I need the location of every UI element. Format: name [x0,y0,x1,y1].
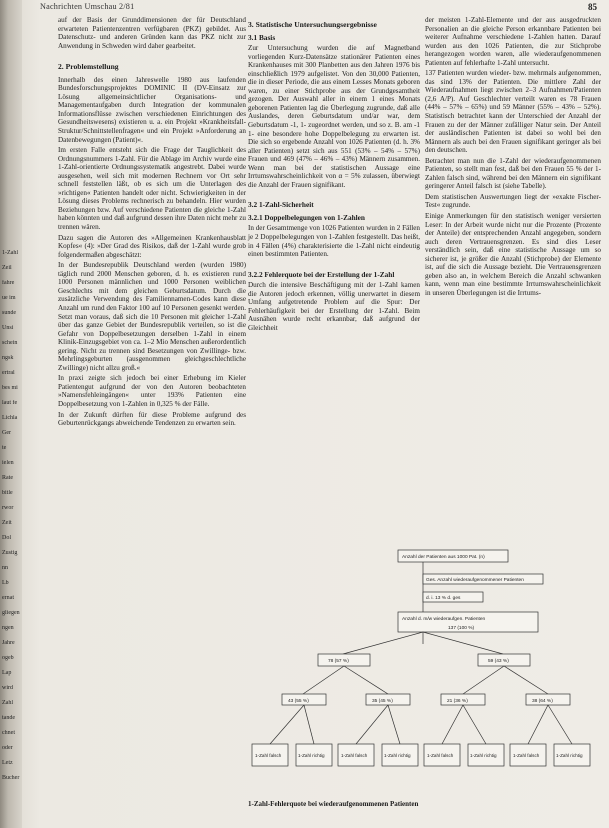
column-1 [58,16,246,430]
margin-fragment: ngsk [2,355,14,361]
subheading-sicherheit: 3.2 1-Zahl-Sicherheit [248,200,314,210]
paragraph: Zur Untersuchung wurden die auf Magnetband vorliegenden Kurz-Datensätze stationärer Patienten eines Krankenhauses mit 300 Planbetten aus den Jahren 1976 bis einschließlich 1979 aufgelistet. Von den 30,000 Patienten, die in dieser Periode, die aus einem Lesses Monats geboren waren, zu einer Stichprobe aus der Grundgesamtheit gezogen. Der Auswahl aller in einem 1 eines Monats geborenen Patienten lag die Überlegung zugrunde, daß alle Auslandes, deren Geburtsdatum und/ar war, dem Geburtsdatum -1, 1- zugeordnet werden, und so z. B. am -1 1- eine besondere hohe Doppelbelegung zu erwarten ist. Die sich so ergebende Anzahl von 1026 Patienten (d. h. 3% aller Patienten) setzt sich aus 551 (53% – 54% – 57%) Frauen und 469 (47% – 46% – 43%) Männern zusammen. Wenn man bei der statistischen Aussage eine Irrtumswahrscheinlichkeit von α = 5% zulassen, überwiegt die Anzahl der Frauen signifikant. [248,44,420,189]
page-number: 85 [588,2,597,12]
margin-fragment: 1-Zahl [2,250,18,256]
paragraph: 137 Patienten wurden wieder- bzw. mehrmals aufgenommen, das sind 13% der Patienten. Die mittlere Zahl der Wiederaufnahmen liegt zwischen 2–3 Aufnahmen/Patienten (2,6 A/P). Auf Geschlechter verteilt waren es 78 Frauen (44% – 57% – 65%) und 59 Männer (55% – 43% – 52%). Statistisch betrachtet kann der Unterschied der Anzahl der Frauen zu der der Männer zufälliger Natur sein. Der Anteil der ausländischen Patienten ist dabei so wohl bei den Männern als auch bei den Frauen signifikant geringer als bei den deutschen. [425,69,601,155]
margin-fragment: ertral [2,370,15,376]
margin-fragment: ue im [2,295,16,301]
subheading-basis: 3.1 Basis [248,32,276,42]
figure-caption: 1-Zahl-Fehlerquote bei wiederaufgenommenen Patienten [248,800,419,808]
subheading-fehlerquote: 3.2.2 Fehlerquote bei der Erstellung der 1-Zahl [248,269,395,279]
paragraph: In der Gesamtmenge von 1026 Patienten wurden in 2 Fällen je 2 Doppelbelegungen von 1-Zahlen festgestellt. Das heißt, in 4 Fällen (4%) charakterisierte die 1-Zahl nicht eindeutig einen bestimmten Patienten. [248,224,420,259]
margin-fragment: Dol [2,535,11,541]
paragraph: In praxi zeigte sich jedoch bei einer Erhebung im Kieler Patientengut aufgrund der von den Autoren beobachteten »Namensfehleingängen« unter 193% Patienten eine Doppelbesetzung von 1-Zahlen in 0,325 % der Fälle. [58,374,246,408]
section-heading-statistik: 3. Statistische Untersuchungsergebnisse [248,20,377,29]
leaf-label: 1-Zahl richtig [384,753,411,758]
margin-fragment: Lap [2,670,12,676]
mid-box-label: Anzahl d. m/w wiederaufgen. Patienten [402,617,486,622]
mid-box-value: 137 (100 %) [448,626,475,631]
side-note-1-label: Ges. Anzahl wiederaufgenommener Patienten [426,578,524,583]
margin-fragment: gliegen [2,610,20,616]
margin-fragment: Letz [2,760,13,766]
paragraph: In der Bundesrepublik Deutschland werden (wurden 1980) täglich rund 2000 Menschen geboren, d. h. es existieren rund 1000 Personen männlichen und 1000 Personen weiblichen Geschlechts mit dem gleichen Geburtsdatum. Durch die zusätzliche Verwendung des Familiennamen-Codes kann diese Anzahl um rund den Faktor 100 auf 10 Personen gesenkt werden. Setzt man voraus, daß sich die 10 Personen mit gleicher 1-Zahl über das ganze Gebiet der Bundesrepublik verteilen, so ist die Gefahr von Doppelbesetzungen derselben 1-Zahl in einem Klinik-Einzugsgebiet von ca. 1–2 Mio Menschen außerordentlich gering. Nicht zu trennen sind Besetzungen von Zwillinge- bzw. Mehrlingsgeburten (ausgenommen gleichgeschlechtliche Zwillinge) nicht allzu groß.« [58,261,246,372]
subheading-doppelbelegungen: 3.2.1 Doppelbelegungen von 1-Zahlen [248,212,365,222]
leaf-label: 1-Zahl richtig [470,753,497,758]
margin-fragment: oder [2,745,13,751]
margin-fragment: ogeb [2,655,14,661]
margin-fragment: chnet [2,730,15,736]
margin-fragment: Zustig [2,550,18,556]
paragraph: Innerhalb des einen Jahreswelle 1980 aus laufenden Bundesforschungsprojektes DOMINIC II (DV-Einsatz zur Lösung allgemeinsichtlicher Organisations- und Managementaufgaben durch Integration der kommunalen Informationsflüsse zwischen verschiedenen Einrichtungen des Gesundheitswesens) existieren u. a. ein Projekt »Krankheitsfall-Struktur/Schnittstellenfragen« und ein Projekt »Anforderung an Datenbewegungen (Patient)«. [58,75,246,144]
side-note-2-label: d. i. 13 % d. ges [426,596,461,601]
right-sub-b-label: 38 (64 %) [532,699,553,704]
right-branch-label: 59 (43 %) [488,659,509,664]
margin-fragment: Ger [2,430,11,436]
margin-fragment: Rate [2,475,13,481]
running-title: Nachrichten Umschau 2/81 [40,2,135,11]
margin-fragment: sunde [2,310,16,316]
paragraph: Betrachtet man nun die 1-Zahl der wiederaufgenommenen Patienten, so stellt man fest, daß bei den Frauen 55 % der 1-Zahlen falsch sind, während bei den Männern ein signifikant geringerer Anteil falsch ist (siehe Tabelle). [425,156,601,191]
leaf-label: 1-Zahl falsch [427,753,454,758]
leaf-label: 1-Zahl richtig [298,753,325,758]
leaf-label: 1-Zahl falsch [341,753,368,758]
margin-fragment: te [2,445,7,451]
paragraph: Dem statistischen Auswertungen liegt der »exakte Fischer-Test« zugrunde. [425,192,601,210]
margin-fragment: laut fe [2,400,18,406]
margin-fragment: Zeit [2,520,12,526]
margin-fragment: bes mi [2,385,18,391]
margin-fragment: Zeil [2,265,12,271]
margin-fragment: wird [2,685,13,691]
leaf-label: 1-Zahl richtig [556,753,583,758]
margin-fragment: rwor [2,505,14,511]
paragraph: Einige Anmerkungen für den statistisch weniger versierten Leser: In der Arbeit wurde nicht nur die Prozente (Prozente der Anteile) der entsprechenden Anzahl angegeben, sondern auch deren Vertrauensgrenzen. Es sind dies Leser verständlich sein, daß eine statistische Aussage um so sicherer ist, je größer die Anzahl (Stichprobe) der Elemente ist, auf die sich die Aussage bezieht. Die Vertrauensgrenzen geben also an, in welchem Bereich die Anzahl schwanken kann, wenn man eine bestimmte Irrtumswahrscheinlichkeit in unseren Überlegungen ist die Irrtums- [425,212,601,297]
margin-fragment: Lichla [2,415,18,421]
paragraph: Im ersten Falle entsteht sich die Frage der Tauglichkeit des Ordnungsnummers 1-Zahl. Für die Ablage im Archiv wurde eine 1-Zahl-orientierte Ordnungssystematik angestrebt. Dabei wurde ausgesehen, weil sich mit modernen Rechnern vor Ort sehr schnell feststellen läßt, ob es sich um die Unterlagen des »richtigen« Patienten handelt oder nicht. Schwierigkeiten in der Lösung dieses Problems rechnerisch zu behandeln. Hier wurden Beziehungen bzw. Auf verschiedene Patienten die gleiche 1-Zahl haben könnten und daß aufgrund dessen ihre Daten nicht mehr zu trennen wären. [58,146,246,232]
margin-fragment: Jahre [2,640,15,646]
margin-fragment: schein [2,340,18,346]
margin-fragment: ngen [2,625,14,631]
paragraph: Dazu sagen die Autoren des »Allgemeinen Krankenhausblatt Kopfes« (4): »Der Grad des Risikos, daß der 1-Zahl wurde grob folgendermaßen abgeschätzt: [58,233,246,259]
leaf-label: 1-Zahl falsch [513,753,540,758]
margin-fragment: ernat [2,595,14,601]
left-sub-b-label: 35 (45 %) [372,699,393,704]
margin-fragment: bitle [2,490,13,496]
margin-fragment: Lb [2,580,9,586]
top-box-label: Anzahl der Patienten aus 1000 Pat. (n) [402,555,485,560]
paragraph: In der Zukunft dürften für diese Probleme aufgrund des Geburtenrückgangs abweichende Tendenzen zu erwarten sein. [58,410,246,428]
column-3 [425,16,601,300]
tree-diagram [248,544,601,802]
paragraph: der meisten 1-Zahl-Elemente und der aus ausgedruckten Personalien an die gleiche Person erkannbare Patienten bei weiterer Aufnahme verschiedene 1-Zahlen hatten. Darauf wurden aus den 1026 Patienten, die zur Stichprobe herangezogen worden waren, alle wiederaufgenommenen Patienten auf fehlerhafte 1-Zahl untersucht. [425,16,601,67]
column-2 [248,16,420,335]
margin-fragment: fahre [2,280,15,286]
margin-fragment: Bucher [2,775,20,781]
margin-fragment: nn [2,565,8,571]
leaf-label: 1-Zahl falsch [255,753,282,758]
margin-fragment: ielen [2,460,14,466]
margin-fragment: tande [2,715,15,721]
tree-diagram-figure [248,544,601,816]
section-heading-problemstellung: 2. Problemstellung [58,62,119,72]
intro-paragraph: auf der Basis der Grunddimensionen der für Deutschland erwarteten Patientenzentren verfügbaren (PKZ) gebildet. Aus Datenschutz- und anderen Gründen kann das PKZ nicht zur Anwendung in Schweden wird daher gearbeitet. [58,16,246,50]
right-sub-a-label: 21 (36 %) [447,699,468,704]
paragraph: Durch die intensive Beschäftigung mit der 1-Zahl kamen die Autoren jedoch erkennen, völlig unerwartet in diesem Umfang aufgetretende Problem auf die Spur: Der Fehlerhäufigkeit bei der Erstellung der 1-Zahl. Beim Ausnähen wurde recht erkannbar, daß aufgrund der Gleichheit [248,281,420,332]
left-sub-a-label: 43 (55 %) [288,699,309,704]
margin-fragment: Zahl [2,700,13,706]
margin-fragment: Unsi [2,325,14,331]
left-branch-label: 78 (57 %) [328,659,349,664]
